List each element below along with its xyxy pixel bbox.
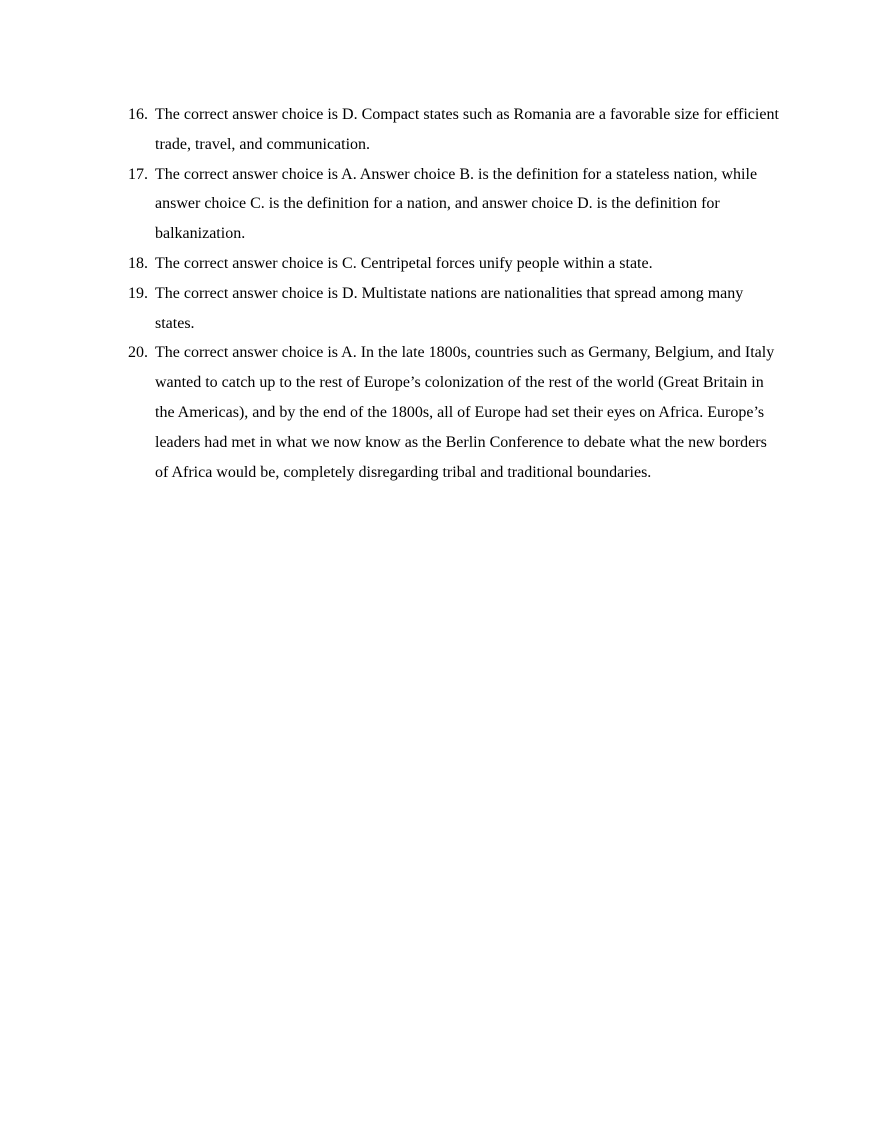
answer-number: 19. (128, 284, 148, 302)
answer-text: The correct answer choice is C. Centripetal forces unify people within a state. (155, 254, 653, 272)
answer-text: The correct answer choice is A. Answer choice B. is the definition for a stateless nation, while answer choice C. is the definition for a nation, and answer choice D. is the definition for balkanization. (155, 165, 758, 243)
answer-item-19 (128, 279, 783, 339)
answer-text: The correct answer choice is D. Multistate nations are nationalities that spread among many states. (155, 284, 744, 332)
answer-number: 16. (128, 106, 148, 123)
answer-text: The correct answer choice is D. Compact states such as Romania are a favorable size for efficient trade, travel, and communication. (155, 106, 779, 153)
answer-item-17 (128, 160, 783, 249)
answer-item-18 (128, 249, 783, 279)
answer-list (128, 100, 783, 487)
answer-number: 18. (128, 254, 148, 272)
answer-item-16 (128, 100, 783, 160)
answer-text: The correct answer choice is A. In the late 1800s, countries such as Germany, Belgium, and Italy wanted to catch up to the rest of Europe’s colonization of the rest of the world (Great Britain in the Americas), and by the end of the 1800s, all of Europe had set their eyes on Africa. Europe’s leaders had met in what we now know as the Berlin Conference to debate what the new borders of Africa would be, completely disregarding tribal and traditional boundaries. (155, 344, 775, 481)
answer-number: 17. (128, 165, 148, 183)
answer-item-20 (128, 338, 783, 487)
answer-number: 20. (128, 344, 148, 362)
